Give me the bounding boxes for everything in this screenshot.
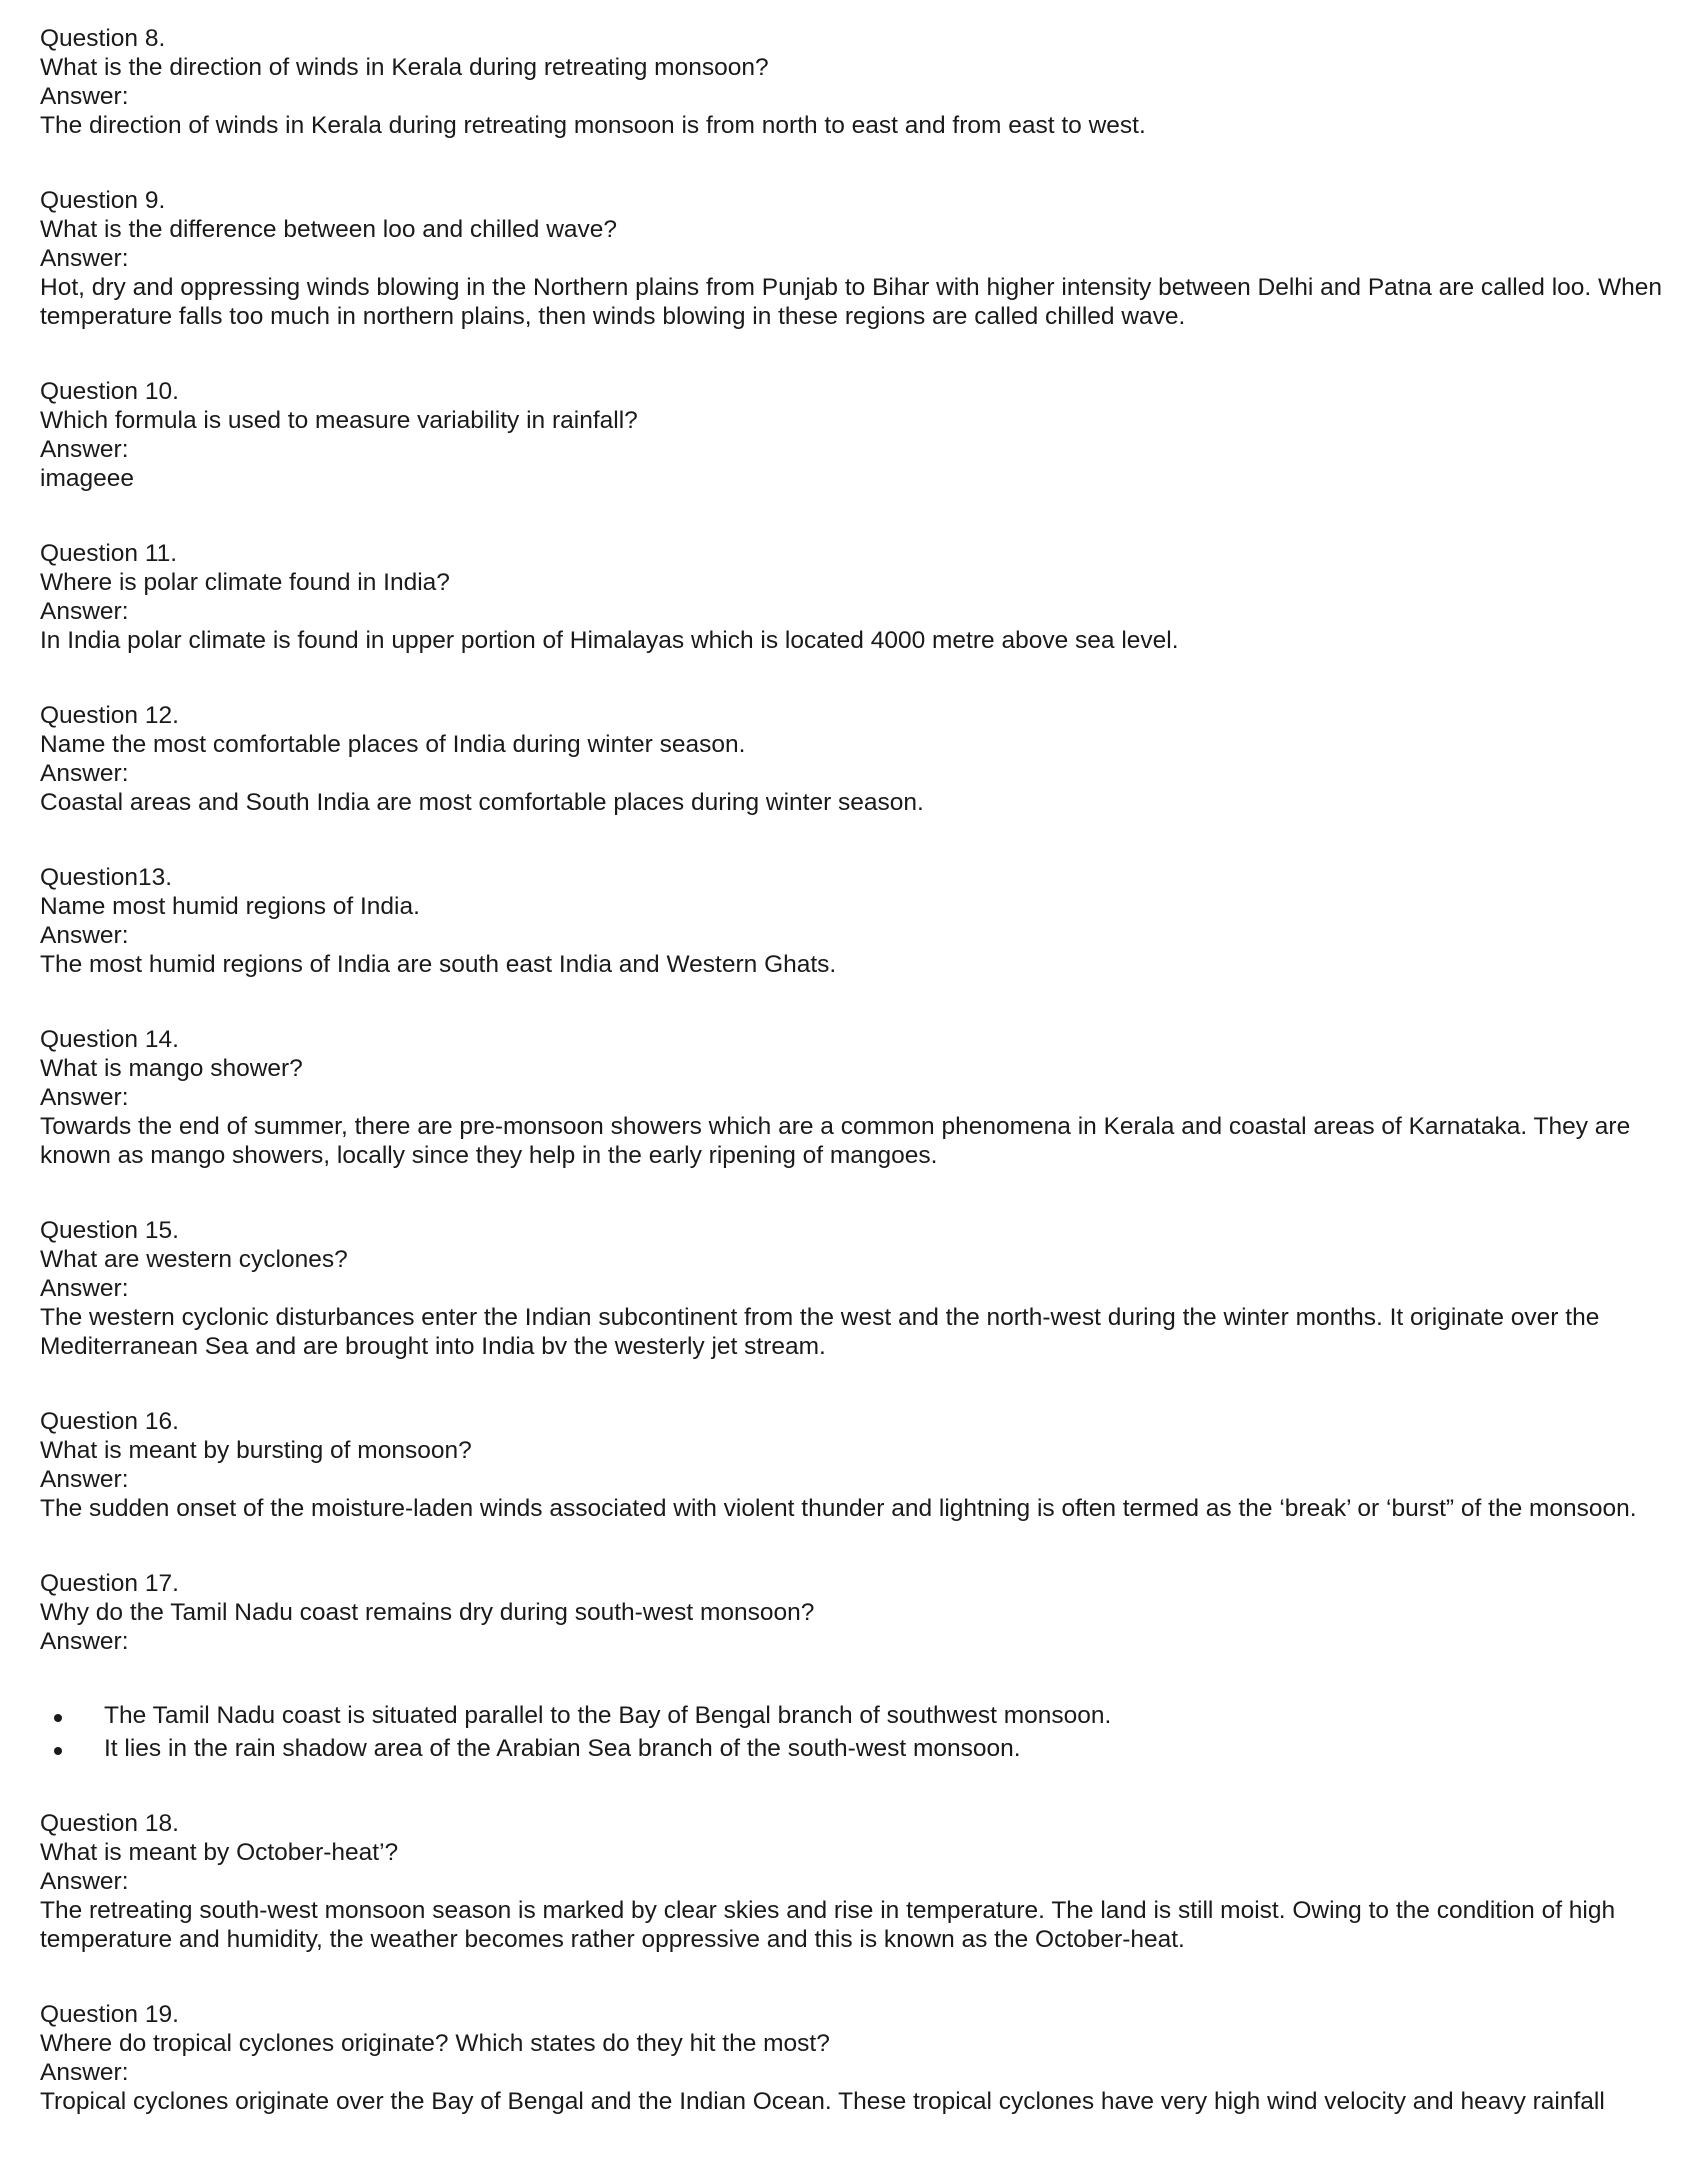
answer-label: Answer: — [40, 598, 129, 625]
bullet-item — [40, 1734, 1670, 1763]
question-label: Question 14. — [40, 1026, 179, 1053]
answer-label: Answer: — [40, 436, 129, 463]
bullet-icon — [54, 1747, 62, 1755]
bullet-item — [40, 1701, 1670, 1730]
qa-block-q12 — [40, 701, 1670, 817]
question-label: Question13. — [40, 864, 173, 891]
bullet-text: The Tamil Nadu coast is situated parallel to the Bay of Bengal branch of southwest monsoon. — [104, 1702, 1112, 1729]
qa-block-q13 — [40, 863, 1670, 979]
bullet-text: It lies in the rain shadow area of the Arabian Sea branch of the south-west monsoon. — [104, 1735, 1021, 1762]
answer-text: Towards the end of summer, there are pre-monsoon showers which are a common phenomena in Kerala and coastal areas of Karnataka. They are known as mango showers, locally since they help in the early ripening of mangoes. — [40, 1113, 1631, 1169]
answer-text: imageee — [40, 465, 134, 492]
answer-text: The sudden onset of the moisture-laden winds associated with violent thunder and lightning is often termed as the ‘break’ or ‘burst” of the monsoon. — [40, 1495, 1637, 1522]
question-text: Which formula is used to measure variability in rainfall? — [40, 407, 638, 434]
question-text: What is the direction of winds in Kerala during retreating monsoon? — [40, 54, 769, 81]
bullet-icon — [54, 1714, 62, 1722]
answer-text: Hot, dry and oppressing winds blowing in the Northern plains from Punjab to Bihar with higher intensity between Delhi and Patna are called loo. When temperature falls too much in northern plains, then winds blowing in these regions are called chilled wave. — [40, 274, 1663, 330]
answer-text: The western cyclonic disturbances enter the Indian subcontinent from the west and the north-west during the winter months. It originate over the Mediterranean Sea and are brought into India bv the westerly jet stream. — [40, 1304, 1600, 1360]
question-text: What are western cyclones? — [40, 1246, 348, 1273]
qa-block-q11 — [40, 539, 1670, 655]
answer-label: Answer: — [40, 760, 129, 787]
question-label: Question 19. — [40, 2001, 179, 2028]
qa-block-q8 — [40, 24, 1670, 140]
answer-label: Answer: — [40, 922, 129, 949]
question-label: Question 8. — [40, 25, 166, 52]
document-body — [40, 24, 1670, 2162]
question-label: Question 15. — [40, 1217, 179, 1244]
question-label: Question 9. — [40, 187, 166, 214]
qa-block-q10 — [40, 377, 1670, 493]
question-text: What is meant by bursting of monsoon? — [40, 1437, 472, 1464]
answer-label: Answer: — [40, 1868, 129, 1895]
answer-label: Answer: — [40, 1084, 129, 1111]
question-label: Question 17. — [40, 1570, 179, 1597]
qa-block-q16 — [40, 1407, 1670, 1523]
answer-label: Answer: — [40, 1466, 129, 1493]
question-text: What is meant by October-heat’? — [40, 1839, 399, 1866]
answer-label: Answer: — [40, 1628, 129, 1655]
question-label: Question 12. — [40, 702, 179, 729]
answer-label: Answer: — [40, 1275, 129, 1302]
answer-label: Answer: — [40, 2059, 129, 2086]
question-label: Question 16. — [40, 1408, 179, 1435]
answer-text: The direction of winds in Kerala during retreating monsoon is from north to east and from east to west. — [40, 112, 1146, 139]
qa-block-q14 — [40, 1025, 1670, 1170]
question-text: Where is polar climate found in India? — [40, 569, 450, 596]
answer-text: In India polar climate is found in upper portion of Himalayas which is located 4000 metre above sea level. — [40, 627, 1179, 654]
question-text: What is mango shower? — [40, 1055, 303, 1082]
question-text: What is the difference between loo and chilled wave? — [40, 216, 618, 243]
qa-block-q17 — [40, 1569, 1670, 1763]
answer-label: Answer: — [40, 245, 129, 272]
question-label: Question 10. — [40, 378, 179, 405]
answer-text: The retreating south-west monsoon season is marked by clear skies and rise in temperature. The land is still moist. Owing to the condition of high temperature and humidity, the weather becomes rather oppressive and this is known as the October-heat. — [40, 1897, 1616, 1953]
qa-block-q9 — [40, 186, 1670, 331]
question-label: Question 18. — [40, 1810, 179, 1837]
question-text: Name the most comfortable places of India during winter season. — [40, 731, 746, 758]
question-text: Why do the Tamil Nadu coast remains dry during south-west monsoon? — [40, 1599, 815, 1626]
question-label: Question 11. — [40, 540, 178, 567]
qa-block-q18 — [40, 1809, 1670, 1954]
qa-block-q15 — [40, 1216, 1670, 1361]
answer-label: Answer: — [40, 83, 129, 110]
qa-block-q19 — [40, 2000, 1670, 2116]
answer-bullet-list — [40, 1701, 1670, 1763]
question-text: Name most humid regions of India. — [40, 893, 420, 920]
answer-text: Tropical cyclones originate over the Bay of Bengal and the Indian Ocean. These tropical cyclones have very high wind velocity and heavy rainfall — [40, 2088, 1605, 2115]
answer-text: The most humid regions of India are south east India and Western Ghats. — [40, 951, 837, 978]
question-text: Where do tropical cyclones originate? Which states do they hit the most? — [40, 2030, 830, 2057]
answer-text: Coastal areas and South India are most comfortable places during winter season. — [40, 789, 924, 816]
